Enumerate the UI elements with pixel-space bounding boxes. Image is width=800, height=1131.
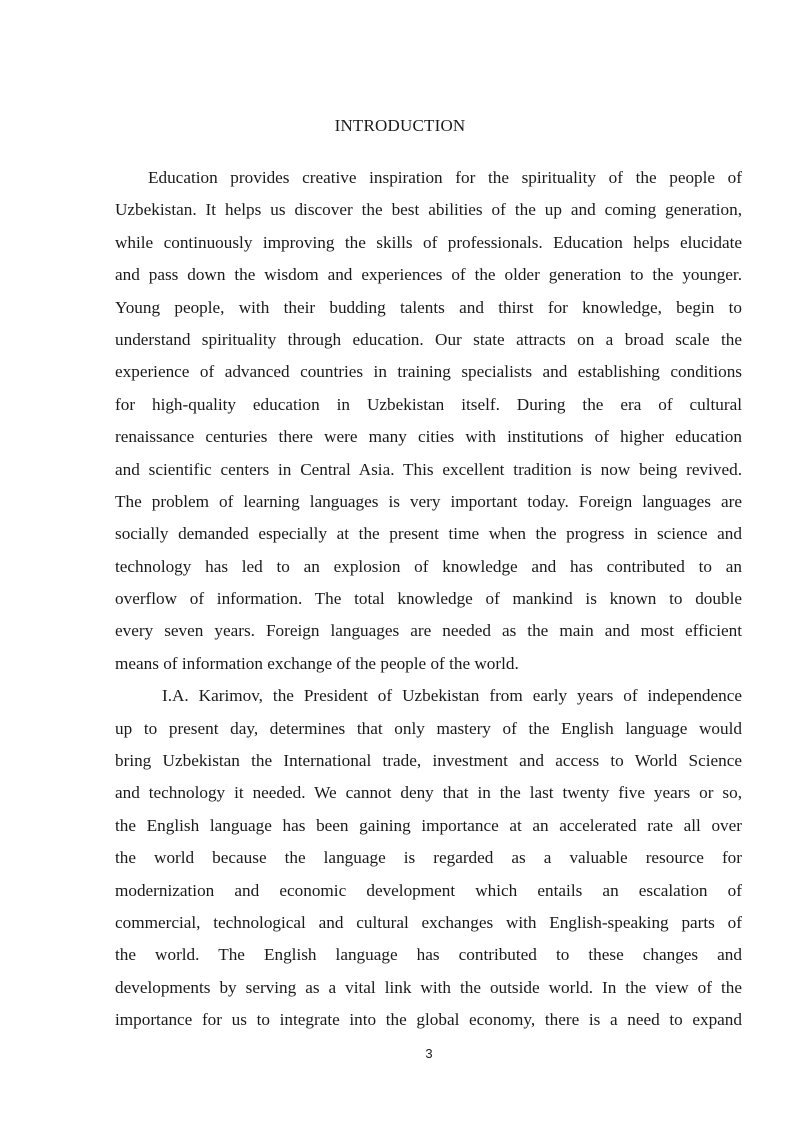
text-line: every seven years. Foreign languages are needed as the main and most efficient bbox=[115, 621, 742, 641]
section-heading: INTRODUCTION bbox=[334, 116, 466, 135]
text-line: Young people, with their budding talents and thirst for knowledge, begin to bbox=[115, 297, 742, 317]
text-line: the world. The English language has contributed to these changes and bbox=[115, 945, 742, 965]
text-line: The problem of learning languages is very important today. Foreign languages are bbox=[115, 491, 742, 511]
text-line: and technology it needed. We cannot deny that in the last twenty five years or so, bbox=[115, 783, 742, 803]
text-line: overflow of information. The total knowledge of mankind is known to double bbox=[115, 589, 742, 609]
text-line: Uzbekistan. It helps us discover the best abilities of the up and coming generation, bbox=[115, 200, 742, 220]
text-line: the English language has been gaining importance at an accelerated rate all over bbox=[115, 815, 742, 835]
text-line: commercial, technological and cultural exchanges with English-speaking parts of bbox=[115, 912, 742, 932]
text-line: up to present day, determines that only mastery of the English language would bbox=[115, 718, 742, 738]
text-line: developments by serving as a vital link with the outside world. In the view of the bbox=[115, 977, 742, 997]
body-text bbox=[115, 162, 742, 1037]
text-line: the world because the language is regarded as a valuable resource for bbox=[115, 848, 742, 868]
text-line: modernization and economic development which entails an escalation of bbox=[115, 880, 742, 900]
text-line: means of information exchange of the people of the world. bbox=[115, 653, 519, 673]
text-line: technology has led to an explosion of knowledge and has contributed to an bbox=[115, 556, 742, 576]
text-line: while continuously improving the skills of professionals. Education helps elucidate bbox=[115, 232, 742, 252]
text-line: and scientific centers in Central Asia. This excellent tradition is now being revived. bbox=[115, 459, 742, 479]
text-line: Education provides creative inspiration for the spirituality of the people of bbox=[148, 168, 742, 187]
text-line: bring Uzbekistan the International trade, investment and access to World Science bbox=[115, 751, 742, 771]
text-line: renaissance centuries there were many cities with institutions of higher education bbox=[115, 427, 742, 447]
page-number: 3 bbox=[425, 1046, 433, 1061]
text-line: understand spirituality through education. Our state attracts on a broad scale the bbox=[115, 329, 742, 349]
text-line: socially demanded especially at the present time when the progress in science and bbox=[115, 524, 742, 544]
text-line: importance for us to integrate into the global economy, there is a need to expand bbox=[115, 1010, 742, 1030]
text-line: experience of advanced countries in training specialists and establishing conditions bbox=[115, 362, 742, 382]
text-line: I.A. Karimov, the President of Uzbekistan from early years of independence bbox=[162, 686, 742, 706]
text-line: for high-quality education in Uzbekistan itself. During the era of cultural bbox=[115, 394, 742, 414]
text-line: and pass down the wisdom and experiences of the older generation to the younger. bbox=[115, 265, 742, 285]
